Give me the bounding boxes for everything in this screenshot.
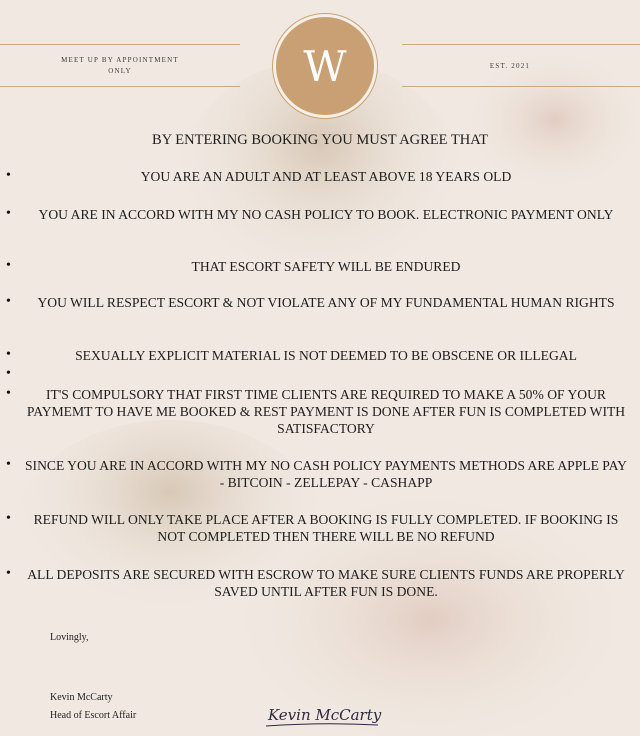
rule-item	[0, 347, 640, 364]
header-rule-right-bottom	[402, 86, 640, 87]
bullet-icon: •	[6, 168, 11, 183]
logo-letter: W	[303, 41, 347, 91]
rule-item	[0, 168, 640, 185]
header-rule-left-top	[0, 44, 240, 45]
bullet-icon: •	[6, 366, 11, 381]
closing-text: Lovingly,	[50, 632, 89, 643]
rule-item	[0, 511, 640, 545]
rule-item	[0, 386, 640, 437]
rule-item-text: YOU ARE AN ADULT AND AT LEAST ABOVE 18 YEARS OLD	[140, 169, 512, 184]
bullet-icon: •	[6, 386, 11, 401]
rule-item	[0, 457, 640, 491]
header-established-text: EST. 2021	[489, 62, 531, 70]
bullet-icon: •	[6, 566, 11, 581]
header-appointment-text: MEET UP BY APPOINTMENT ONLY	[61, 56, 179, 75]
signer-title: Head of Escort Affair	[50, 710, 137, 721]
intro-heading: BY ENTERING BOOKING YOU MUST AGREE THAT	[152, 132, 488, 148]
rule-item-text: YOU WILL RESPECT ESCORT & NOT VIOLATE ANY OF MY FUNDAMENTAL HUMAN RIGHTS	[37, 295, 615, 310]
rule-item-text: REFUND WILL ONLY TAKE PLACE AFTER A BOOKING IS FULLY COMPLETED. IF BOOKING IS NOT COMPLETED THEN THERE WILL BE NO REFUND	[33, 512, 619, 544]
rule-item	[0, 566, 640, 600]
rule-item-text: ALL DEPOSITS ARE SECURED WITH ESCROW TO MAKE SURE CLIENTS FUNDS ARE PROPERLY SAVED UNTIL AFTER FUN IS DONE.	[27, 567, 625, 599]
bullet-icon: •	[6, 294, 11, 309]
rule-item-text: IT'S COMPULSORY THAT FIRST TIME CLIENTS ARE REQUIRED TO MAKE A 50% OF YOUR PAYMEMT TO HAVE ME BOOKED & REST PAYMENT IS DONE AFTER FUN IS COMPLETED WITH SATISFACTORY	[26, 387, 626, 436]
signature-text: Kevin McCarty	[268, 706, 382, 724]
rule-item-text: YOU ARE IN ACCORD WITH MY NO CASH POLICY TO BOOK. ELECTRONIC PAYMENT ONLY	[38, 207, 614, 222]
bullet-icon: •	[6, 258, 11, 273]
bullet-icon: •	[6, 511, 11, 526]
header-rule-left-bottom	[0, 86, 240, 87]
rule-item	[0, 294, 640, 311]
signer-name: Kevin McCarty	[50, 692, 113, 703]
bullet-icon: •	[6, 206, 11, 221]
rule-item	[0, 258, 640, 275]
rule-item	[0, 206, 640, 223]
rule-item-text: SINCE YOU ARE IN ACCORD WITH MY NO CASH POLICY PAYMENTS METHODS ARE APPLE PAY - BITCOIN - ZELLEPAY - CASHAPP	[25, 458, 627, 490]
signature	[262, 698, 382, 730]
bullet-icon: •	[6, 457, 11, 472]
header-rule-right-top	[402, 44, 640, 45]
logo-badge	[273, 14, 377, 118]
rule-item-text: SEXUALLY EXPLICIT MATERIAL IS NOT DEEMED TO BE OBSCENE OR ILLEGAL	[75, 348, 577, 363]
rule-item-text: THAT ESCORT SAFETY WILL BE ENDURED	[191, 259, 461, 274]
bullet-icon: •	[6, 347, 11, 362]
